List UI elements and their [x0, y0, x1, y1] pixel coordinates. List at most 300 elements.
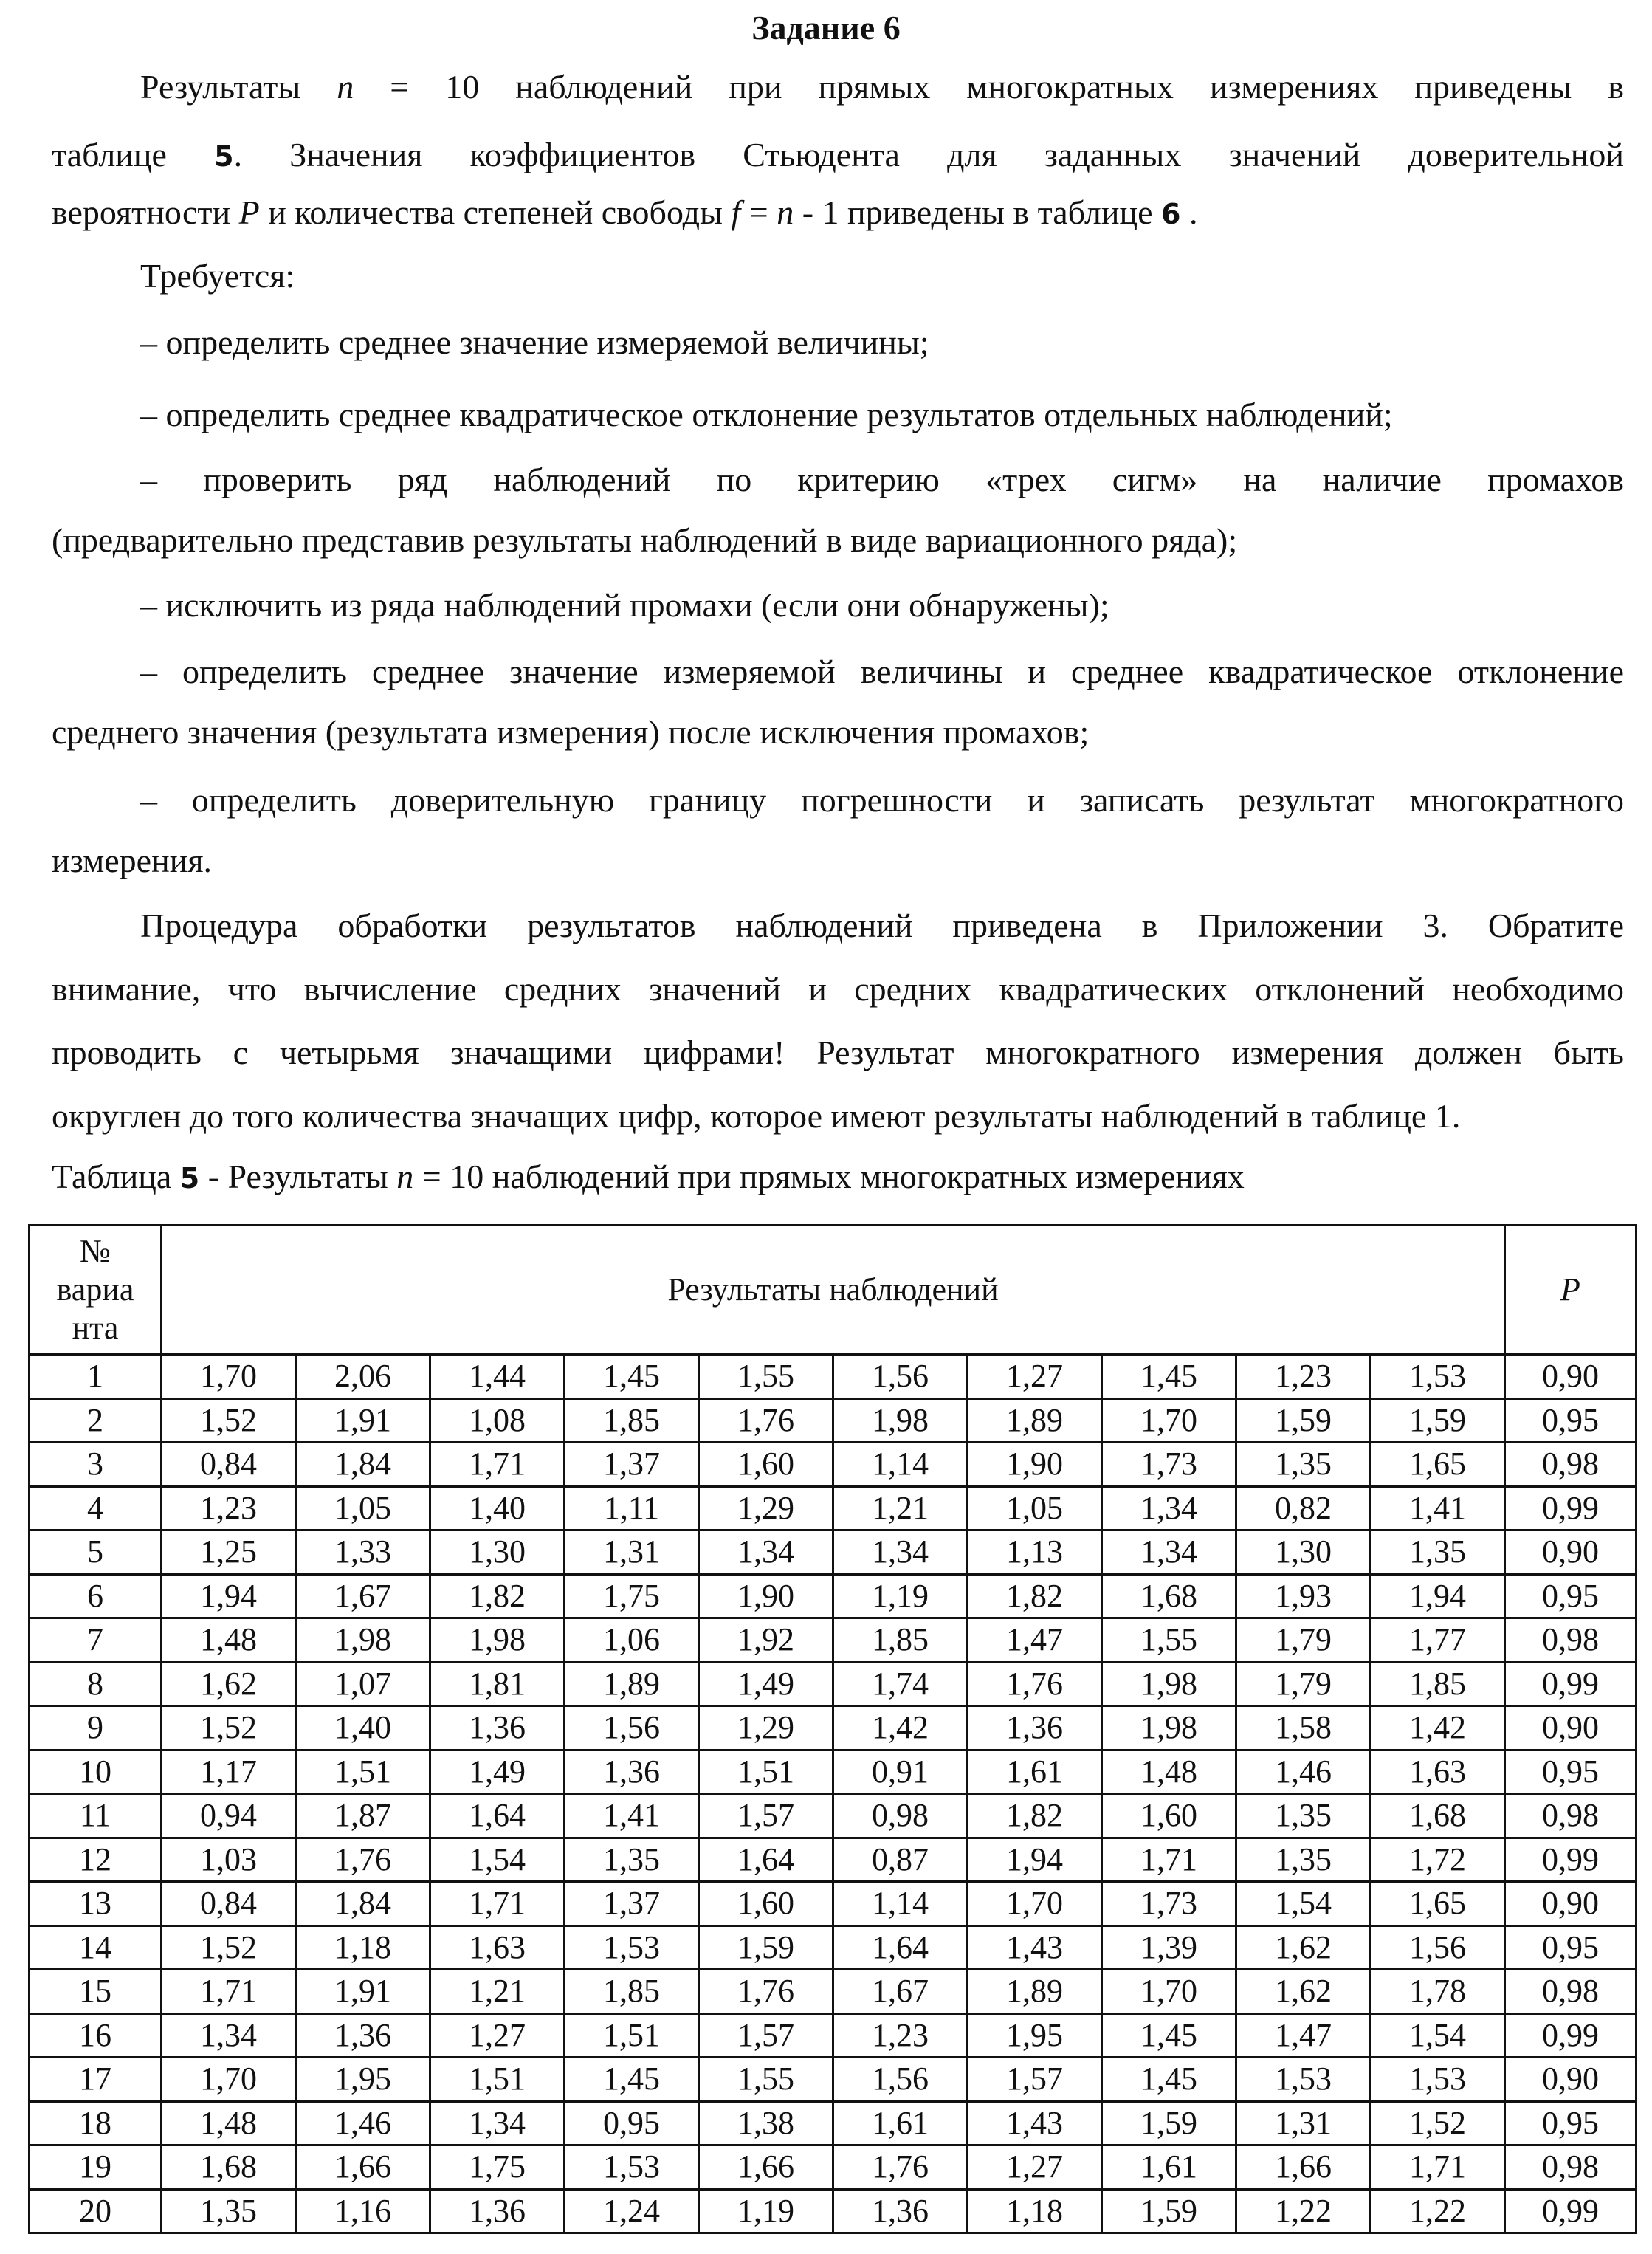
table-row: [30, 1443, 1636, 1487]
observation-cell: 1,36: [430, 1706, 565, 1750]
table-row: [30, 2058, 1636, 2102]
text-fragment: .: [1180, 193, 1198, 231]
observation-cell: 1,70: [1102, 1970, 1236, 2014]
header-text: нта: [72, 1310, 119, 1346]
table-row: [30, 1838, 1636, 1882]
table-row: [30, 1794, 1636, 1838]
probability-cell: 0,98: [1505, 2145, 1636, 2190]
observation-cell: 0,95: [565, 2101, 699, 2145]
observation-cell: 1,14: [833, 1882, 968, 1926]
observation-cell: 1,31: [1236, 2101, 1371, 2145]
observation-cell: 1,46: [1236, 1750, 1371, 1794]
observation-cell: 1,55: [699, 1355, 833, 1399]
variant-number-cell: 16: [30, 2013, 162, 2058]
observation-cell: 1,54: [430, 1838, 565, 1882]
observation-cell: 1,61: [968, 1750, 1102, 1794]
procedure-line: Процедура обработки результатов наблюдений приведена в Приложении 3. Обратите: [140, 907, 1624, 944]
variant-number-cell: 11: [30, 1794, 162, 1838]
text-fragment: - Результаты: [199, 1158, 397, 1195]
intro-line-3: [52, 190, 1197, 236]
observation-cell: 1,70: [1102, 1398, 1236, 1443]
observation-cell: 1,07: [296, 1662, 430, 1706]
table-row: [30, 1530, 1636, 1575]
observation-cell: 1,52: [162, 1398, 296, 1443]
probability-cell: 0,99: [1505, 1486, 1636, 1530]
observation-cell: 1,30: [1236, 1530, 1371, 1575]
observation-cell: 1,53: [1236, 2058, 1371, 2102]
var-p: P: [238, 193, 260, 231]
observation-cell: 1,65: [1371, 1882, 1505, 1926]
header-results: Результаты наблюдений: [162, 1226, 1505, 1355]
variant-number-cell: 13: [30, 1882, 162, 1926]
text-fragment: Результаты: [140, 68, 337, 106]
observation-cell: 1,33: [296, 1530, 430, 1575]
observation-cell: 1,78: [1371, 1970, 1505, 2014]
observation-cell: 1,22: [1371, 2189, 1505, 2233]
observation-cell: 1,95: [968, 2013, 1102, 2058]
intro-line-2: [52, 133, 1624, 179]
table-ref: 5: [179, 1162, 200, 1195]
observation-cell: 1,42: [833, 1706, 968, 1750]
observation-cell: 1,84: [296, 1443, 430, 1487]
observation-cell: 1,94: [1371, 1574, 1505, 1618]
observation-cell: 1,21: [833, 1486, 968, 1530]
table-row: [30, 2145, 1636, 2190]
observation-cell: 1,95: [296, 2058, 430, 2102]
table-row: [30, 1486, 1636, 1530]
observation-cell: 1,91: [296, 1398, 430, 1443]
observation-cell: 1,47: [968, 1618, 1102, 1663]
observation-cell: 1,74: [833, 1662, 968, 1706]
observation-cell: 1,29: [699, 1706, 833, 1750]
observation-cell: 1,98: [430, 1618, 565, 1663]
observation-cell: 1,45: [1102, 1355, 1236, 1399]
observation-cell: 1,61: [833, 2101, 968, 2145]
observation-cell: 1,51: [296, 1750, 430, 1794]
observation-cell: 1,92: [699, 1618, 833, 1663]
table-row: [30, 1662, 1636, 1706]
requirements-label: Требуется:: [140, 257, 295, 295]
observation-cell: 1,54: [1371, 2013, 1505, 2058]
observation-cell: 1,08: [430, 1398, 565, 1443]
observation-cell: 1,18: [968, 2189, 1102, 2233]
observation-cell: 1,66: [1236, 2145, 1371, 2190]
probability-cell: 0,98: [1505, 1618, 1636, 1663]
text-fragment: вероятности: [52, 193, 239, 231]
observation-cell: 1,57: [699, 2013, 833, 2058]
observation-cell: 1,82: [968, 1574, 1102, 1618]
table-row: [30, 1618, 1636, 1663]
requirement-item-cont: среднего значения (результата измерения) после исключения промахов;: [52, 713, 1090, 751]
observation-cell: 1,51: [430, 2058, 565, 2102]
observation-cell: 1,30: [430, 1530, 565, 1575]
header-text: P: [1560, 1271, 1580, 1308]
observation-cell: 1,68: [1102, 1574, 1236, 1618]
procedure-line: проводить с четырьмя значащими цифрами! Результат многократного измерения должен быть: [52, 1034, 1624, 1071]
observation-cell: 1,55: [699, 2058, 833, 2102]
observation-cell: 1,68: [162, 2145, 296, 2190]
observation-cell: 1,23: [833, 2013, 968, 2058]
observation-cell: 1,71: [1102, 1838, 1236, 1882]
probability-cell: 0,95: [1505, 1925, 1636, 1970]
text-fragment: =: [740, 193, 777, 231]
observation-cell: 1,35: [1236, 1794, 1371, 1838]
probability-cell: 0,98: [1505, 1794, 1636, 1838]
observation-cell: 1,05: [968, 1486, 1102, 1530]
observation-cell: 1,51: [699, 1750, 833, 1794]
observation-cell: 1,05: [296, 1486, 430, 1530]
observation-cell: 1,57: [699, 1794, 833, 1838]
observation-cell: 1,40: [430, 1486, 565, 1530]
observation-cell: 1,68: [1371, 1794, 1505, 1838]
observation-cell: 1,48: [1102, 1750, 1236, 1794]
observation-cell: 1,98: [1102, 1706, 1236, 1750]
variant-number-cell: 18: [30, 2101, 162, 2145]
observation-cell: 1,31: [565, 1530, 699, 1575]
observation-cell: 1,82: [430, 1574, 565, 1618]
observation-cell: 1,64: [699, 1838, 833, 1882]
observation-cell: 1,53: [565, 2145, 699, 2190]
text-fragment: = 10 наблюдений при прямых многократных измерениях приведены в: [354, 68, 1624, 106]
variant-number-cell: 20: [30, 2189, 162, 2233]
probability-cell: 0,99: [1505, 2189, 1636, 2233]
variant-number-cell: 10: [30, 1750, 162, 1794]
table-row: [30, 1355, 1636, 1399]
variant-number-cell: 5: [30, 1530, 162, 1575]
observation-cell: 1,71: [430, 1443, 565, 1487]
observation-cell: 1,89: [968, 1970, 1102, 2014]
observation-cell: 1,38: [699, 2101, 833, 2145]
observation-cell: 1,87: [296, 1794, 430, 1838]
observation-cell: 1,62: [1236, 1925, 1371, 1970]
table-caption: [52, 1155, 1245, 1200]
var-n: n: [337, 68, 354, 106]
observation-cell: 1,52: [162, 1925, 296, 1970]
observation-cell: 1,85: [565, 1970, 699, 2014]
observation-cell: 1,23: [162, 1486, 296, 1530]
observation-cell: 1,47: [1236, 2013, 1371, 2058]
variant-number-cell: 3: [30, 1443, 162, 1487]
observation-cell: 1,24: [565, 2189, 699, 2233]
observation-cell: 1,84: [296, 1882, 430, 1926]
observation-cell: 1,35: [565, 1838, 699, 1882]
observation-cell: 1,40: [296, 1706, 430, 1750]
observation-cell: 1,76: [296, 1838, 430, 1882]
observation-cell: 1,73: [1102, 1443, 1236, 1487]
observation-cell: 1,41: [565, 1794, 699, 1838]
variant-number-cell: 7: [30, 1618, 162, 1663]
observation-cell: 1,35: [1236, 1838, 1371, 1882]
observation-cell: 1,45: [565, 2058, 699, 2102]
task-title: Задание 6: [751, 9, 901, 47]
observation-cell: 1,53: [565, 1925, 699, 1970]
observation-cell: 1,13: [968, 1530, 1102, 1575]
observation-cell: 1,59: [699, 1925, 833, 1970]
observation-cell: 1,34: [699, 1530, 833, 1575]
table-row: [30, 1706, 1636, 1750]
text-fragment: и количества степеней свободы: [259, 193, 732, 231]
observation-cell: 1,77: [1371, 1618, 1505, 1663]
var-n: n: [396, 1158, 414, 1195]
observation-cell: 1,70: [968, 1882, 1102, 1926]
variant-number-cell: 1: [30, 1355, 162, 1399]
probability-cell: 0,95: [1505, 1574, 1636, 1618]
observation-cell: 1,85: [833, 1618, 968, 1663]
observation-cell: 1,98: [1102, 1662, 1236, 1706]
observation-cell: 1,27: [968, 1355, 1102, 1399]
variant-number-cell: 2: [30, 1398, 162, 1443]
observation-cell: 1,45: [1102, 2013, 1236, 2058]
observation-cell: 1,98: [833, 1398, 968, 1443]
observation-cell: 1,56: [833, 1355, 968, 1399]
observation-cell: 1,67: [296, 1574, 430, 1618]
variant-number-cell: 19: [30, 2145, 162, 2190]
probability-cell: 0,90: [1505, 1706, 1636, 1750]
results-table: [28, 1224, 1637, 2234]
observation-cell: 1,79: [1236, 1662, 1371, 1706]
observation-cell: 1,65: [1371, 1443, 1505, 1487]
observation-cell: 1,72: [1371, 1838, 1505, 1882]
observation-cell: 1,44: [430, 1355, 565, 1399]
observation-cell: 1,62: [162, 1662, 296, 1706]
observation-cell: 1,98: [296, 1618, 430, 1663]
probability-cell: 0,90: [1505, 2058, 1636, 2102]
observation-cell: 1,37: [565, 1443, 699, 1487]
observation-cell: 1,53: [1371, 2058, 1505, 2102]
observation-cell: 1,25: [162, 1530, 296, 1575]
observation-cell: 1,43: [968, 1925, 1102, 1970]
table-row: [30, 1925, 1636, 1970]
observation-cell: 1,90: [699, 1574, 833, 1618]
observation-cell: 1,17: [162, 1750, 296, 1794]
observation-cell: 1,56: [565, 1706, 699, 1750]
observation-cell: 1,19: [833, 1574, 968, 1618]
observation-cell: 1,41: [1371, 1486, 1505, 1530]
observation-cell: 1,66: [296, 2145, 430, 2190]
probability-cell: 0,99: [1505, 1838, 1636, 1882]
probability-cell: 0,98: [1505, 1443, 1636, 1487]
probability-cell: 0,99: [1505, 1662, 1636, 1706]
observation-cell: 1,27: [430, 2013, 565, 2058]
observation-cell: 1,34: [162, 2013, 296, 2058]
requirement-item: – определить среднее значение измеряемой величины и среднее квадратическое отклонение: [140, 653, 1624, 690]
observation-cell: 1,57: [968, 2058, 1102, 2102]
observation-cell: 1,64: [430, 1794, 565, 1838]
observation-cell: 1,06: [565, 1618, 699, 1663]
table-row: [30, 2013, 1636, 2058]
observation-cell: 1,52: [1371, 2101, 1505, 2145]
observation-cell: 1,89: [565, 1662, 699, 1706]
observation-cell: 1,59: [1102, 2189, 1236, 2233]
observation-cell: 1,59: [1371, 1398, 1505, 1443]
observation-cell: 1,58: [1236, 1706, 1371, 1750]
observation-cell: 1,85: [1371, 1662, 1505, 1706]
observation-cell: 1,36: [833, 2189, 968, 2233]
table-row: [30, 1882, 1636, 1926]
observation-cell: 1,34: [1102, 1486, 1236, 1530]
var-n: n: [777, 193, 794, 231]
probability-cell: 0,95: [1505, 2101, 1636, 2145]
observation-cell: 1,56: [833, 2058, 968, 2102]
observation-cell: 1,34: [430, 2101, 565, 2145]
observation-cell: 1,48: [162, 2101, 296, 2145]
observation-cell: 1,85: [565, 1398, 699, 1443]
observation-cell: 1,35: [1371, 1530, 1505, 1575]
observation-cell: 1,39: [1102, 1925, 1236, 1970]
observation-cell: 1,52: [162, 1706, 296, 1750]
requirement-item: – исключить из ряда наблюдений промахи (если они обнаружены);: [140, 586, 1109, 624]
observation-cell: 1,03: [162, 1838, 296, 1882]
observation-cell: 1,66: [699, 2145, 833, 2190]
observation-cell: 1,76: [968, 1662, 1102, 1706]
observation-cell: 1,53: [1371, 1355, 1505, 1399]
observation-cell: 1,45: [565, 1355, 699, 1399]
observation-cell: 1,76: [699, 1398, 833, 1443]
observation-cell: 1,75: [565, 1574, 699, 1618]
observation-cell: 1,61: [1102, 2145, 1236, 2190]
probability-cell: 0,98: [1505, 1970, 1636, 2014]
observation-cell: 1,34: [833, 1530, 968, 1575]
observation-cell: 2,06: [296, 1355, 430, 1399]
observation-cell: 1,73: [1102, 1882, 1236, 1926]
variant-number-cell: 4: [30, 1486, 162, 1530]
observation-cell: 1,19: [699, 2189, 833, 2233]
observation-cell: 1,91: [296, 1970, 430, 2014]
text-fragment: = 10 наблюдений при прямых многократных измерениях: [413, 1158, 1245, 1195]
observation-cell: 1,49: [699, 1662, 833, 1706]
observation-cell: 0,84: [162, 1882, 296, 1926]
table-row: [30, 1398, 1636, 1443]
observation-cell: 1,63: [430, 1925, 565, 1970]
observation-cell: 1,67: [833, 1970, 968, 2014]
table-row: [30, 1750, 1636, 1794]
procedure-line: округлен до того количества значащих цифр, которое имеют результаты наблюдений в таблице 1.: [52, 1097, 1461, 1135]
observation-cell: 1,22: [1236, 2189, 1371, 2233]
header-variant-number: [30, 1226, 162, 1355]
table-row: [30, 1970, 1636, 2014]
observation-cell: 1,70: [162, 1355, 296, 1399]
observation-cell: 1,90: [968, 1443, 1102, 1487]
text-fragment: - 1 приведены в таблице: [794, 193, 1162, 231]
observation-cell: 1,75: [430, 2145, 565, 2190]
variant-number-cell: 15: [30, 1970, 162, 2014]
header-text: №: [80, 1233, 111, 1269]
probability-cell: 0,95: [1505, 1750, 1636, 1794]
observation-cell: 0,82: [1236, 1486, 1371, 1530]
var-f: f: [731, 193, 741, 231]
observation-cell: 1,34: [1102, 1530, 1236, 1575]
observation-cell: 1,71: [430, 1882, 565, 1926]
observation-cell: 1,64: [833, 1925, 968, 1970]
table-row: [30, 1574, 1636, 1618]
observation-cell: 1,82: [968, 1794, 1102, 1838]
variant-number-cell: 8: [30, 1662, 162, 1706]
observation-cell: 1,59: [1102, 2101, 1236, 2145]
observation-cell: 1,29: [699, 1486, 833, 1530]
observation-cell: 1,76: [833, 2145, 968, 2190]
observation-cell: 1,35: [1236, 1443, 1371, 1487]
observation-cell: 1,62: [1236, 1970, 1371, 2014]
observation-cell: 1,11: [565, 1486, 699, 1530]
table-header-row: [30, 1226, 1636, 1355]
observation-cell: 1,70: [162, 2058, 296, 2102]
probability-cell: 0,90: [1505, 1355, 1636, 1399]
table-ref: 6: [1161, 198, 1181, 230]
intro-line-1: [140, 65, 1624, 109]
observation-cell: 1,49: [430, 1750, 565, 1794]
observation-cell: 1,93: [1236, 1574, 1371, 1618]
observation-cell: 0,91: [833, 1750, 968, 1794]
observation-cell: 1,14: [833, 1443, 968, 1487]
observation-cell: 1,76: [699, 1970, 833, 2014]
observation-cell: 1,42: [1371, 1706, 1505, 1750]
observation-cell: 0,87: [833, 1838, 968, 1882]
procedure-line: внимание, что вычисление средних значений и средних квадратических отклонений необходимо: [52, 970, 1624, 1008]
observation-cell: 0,98: [833, 1794, 968, 1838]
requirement-item-cont: измерения.: [52, 842, 212, 879]
variant-number-cell: 12: [30, 1838, 162, 1882]
observation-cell: 1,36: [430, 2189, 565, 2233]
observation-cell: 1,37: [565, 1882, 699, 1926]
observation-cell: 1,55: [1102, 1618, 1236, 1663]
observation-cell: 1,16: [296, 2189, 430, 2233]
variant-number-cell: 6: [30, 1574, 162, 1618]
header-text: вариа: [56, 1271, 134, 1308]
observation-cell: 1,23: [1236, 1355, 1371, 1399]
variant-number-cell: 9: [30, 1706, 162, 1750]
text-fragment: . Значения коэффициентов Стьюдента для заданных значений доверительной: [233, 136, 1624, 173]
observation-cell: 1,59: [1236, 1398, 1371, 1443]
observation-cell: 1,35: [162, 2189, 296, 2233]
requirement-item: – определить среднее значение измеряемой величины;: [140, 323, 929, 361]
observation-cell: 1,48: [162, 1618, 296, 1663]
observation-cell: 1,45: [1102, 2058, 1236, 2102]
observation-cell: 1,36: [296, 2013, 430, 2058]
observation-cell: 1,36: [565, 1750, 699, 1794]
header-probability: [1505, 1226, 1636, 1355]
observation-cell: 1,94: [968, 1838, 1102, 1882]
table-ref: 5: [214, 140, 234, 173]
observation-cell: 1,79: [1236, 1618, 1371, 1663]
observation-cell: 1,21: [430, 1970, 565, 2014]
observation-cell: 1,51: [565, 2013, 699, 2058]
observation-cell: 1,94: [162, 1574, 296, 1618]
observation-cell: 1,60: [699, 1443, 833, 1487]
requirement-item: – определить доверительную границу погрешности и записать результат многократного: [140, 781, 1624, 819]
observation-cell: 1,71: [162, 1970, 296, 2014]
observation-cell: 1,81: [430, 1662, 565, 1706]
requirement-item: – проверить ряд наблюдений по критерию «трех сигм» на наличие промахов: [140, 461, 1624, 498]
observation-cell: 1,60: [1102, 1794, 1236, 1838]
table-row: [30, 2189, 1636, 2233]
variant-number-cell: 17: [30, 2058, 162, 2102]
variant-number-cell: 14: [30, 1925, 162, 1970]
text-fragment: Таблица: [52, 1158, 180, 1195]
probability-cell: 0,95: [1505, 1398, 1636, 1443]
observation-cell: 0,94: [162, 1794, 296, 1838]
observation-cell: 0,84: [162, 1443, 296, 1487]
observation-cell: 1,27: [968, 2145, 1102, 2190]
observation-cell: 1,36: [968, 1706, 1102, 1750]
requirement-item-cont: (предварительно представив результаты наблюдений в виде вариационного ряда);: [52, 521, 1238, 559]
table-row: [30, 2101, 1636, 2145]
observation-cell: 1,63: [1371, 1750, 1505, 1794]
observation-cell: 1,60: [699, 1882, 833, 1926]
observation-cell: 1,46: [296, 2101, 430, 2145]
observation-cell: 1,18: [296, 1925, 430, 1970]
observation-cell: 1,89: [968, 1398, 1102, 1443]
text-fragment: таблице: [52, 136, 215, 173]
